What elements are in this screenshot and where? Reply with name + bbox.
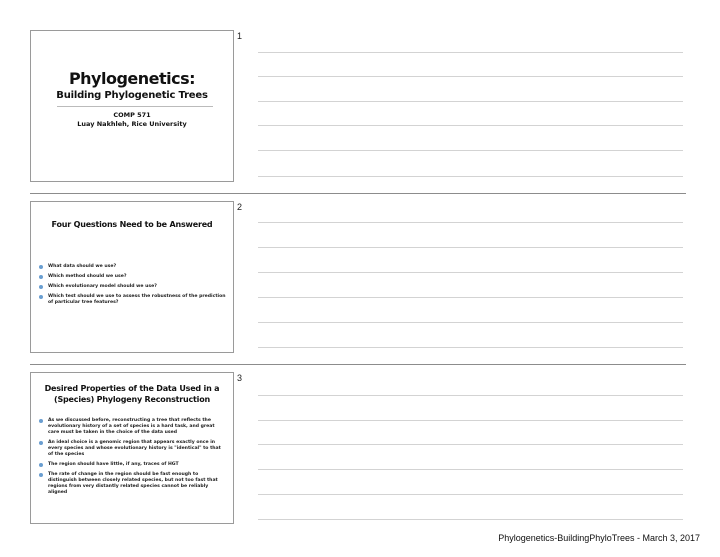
slide-1-title: Phylogenetics: <box>68 69 196 88</box>
bullet-icon <box>39 265 43 269</box>
list-item: Which method should we use? <box>39 274 227 280</box>
note-line <box>258 222 683 223</box>
note-line <box>258 347 683 348</box>
bullet-icon <box>39 463 43 467</box>
slide-2-bullet-list <box>39 264 227 310</box>
note-line <box>258 76 683 77</box>
section-separator <box>30 364 686 365</box>
note-line <box>258 150 683 151</box>
slide-number-3: 3 <box>237 373 243 383</box>
slide-3 <box>30 372 234 524</box>
list-item: Which evolutionary model should we use? <box>39 284 227 290</box>
note-line <box>258 101 683 102</box>
note-line <box>258 494 683 495</box>
note-line <box>258 395 683 396</box>
bullet-icon <box>39 473 43 477</box>
note-line <box>258 322 683 323</box>
section-separator <box>30 193 686 194</box>
bullet-icon <box>39 419 43 423</box>
slide-number-2: 2 <box>237 202 243 212</box>
slide-1 <box>30 30 234 182</box>
slide-3-bullet-list <box>39 418 227 500</box>
note-line <box>258 444 683 445</box>
bullet-icon <box>39 275 43 279</box>
list-item: As we discussed before, reconstructing a tree that reflects the evolutionary history of a set of species is a hard task, and great care must be taken in the choice of the data used <box>39 418 227 436</box>
note-line <box>258 297 683 298</box>
slide-2 <box>30 201 234 353</box>
slide-1-divider <box>57 106 213 107</box>
slide-1-subtitle: Building Phylogenetic Trees <box>56 90 208 101</box>
note-line <box>258 125 683 126</box>
note-line <box>258 272 683 273</box>
bullet-icon <box>39 295 43 299</box>
list-item: An ideal choice is a genomic region that appears exactly once in every species and whose evolutionary history is "identical" to that of the species <box>39 440 227 458</box>
list-item: What data should we use? <box>39 264 227 270</box>
note-line <box>258 176 683 177</box>
slide-1-course: COMP 571 <box>113 111 151 119</box>
bullet-icon <box>39 441 43 445</box>
note-line <box>258 469 683 470</box>
list-item: The rate of change in the region should be fast enough to distinguish between closely related species, but not too fast that regions from very distantly related species cannot be reliably aligned <box>39 472 227 496</box>
slide-1-author: Luay Nakhleh, Rice University <box>77 120 187 128</box>
page-footer: Phylogenetics-BuildingPhyloTrees - March 3, 2017 <box>498 533 700 543</box>
note-line <box>258 420 683 421</box>
note-line <box>258 52 683 53</box>
slide-2-title: Four Questions Need to be Answered <box>51 220 213 229</box>
note-line <box>258 247 683 248</box>
slide-number-1: 1 <box>237 31 243 41</box>
bullet-icon <box>39 285 43 289</box>
list-item: The region should have little, if any, traces of HGT <box>39 462 227 468</box>
list-item: Which test should we use to assess the robustness of the prediction of particular tree features? <box>39 294 227 306</box>
note-line <box>258 519 683 520</box>
slide-3-title: Desired Properties of the Data Used in a (Species) Phylogeny Reconstruction <box>44 384 220 404</box>
